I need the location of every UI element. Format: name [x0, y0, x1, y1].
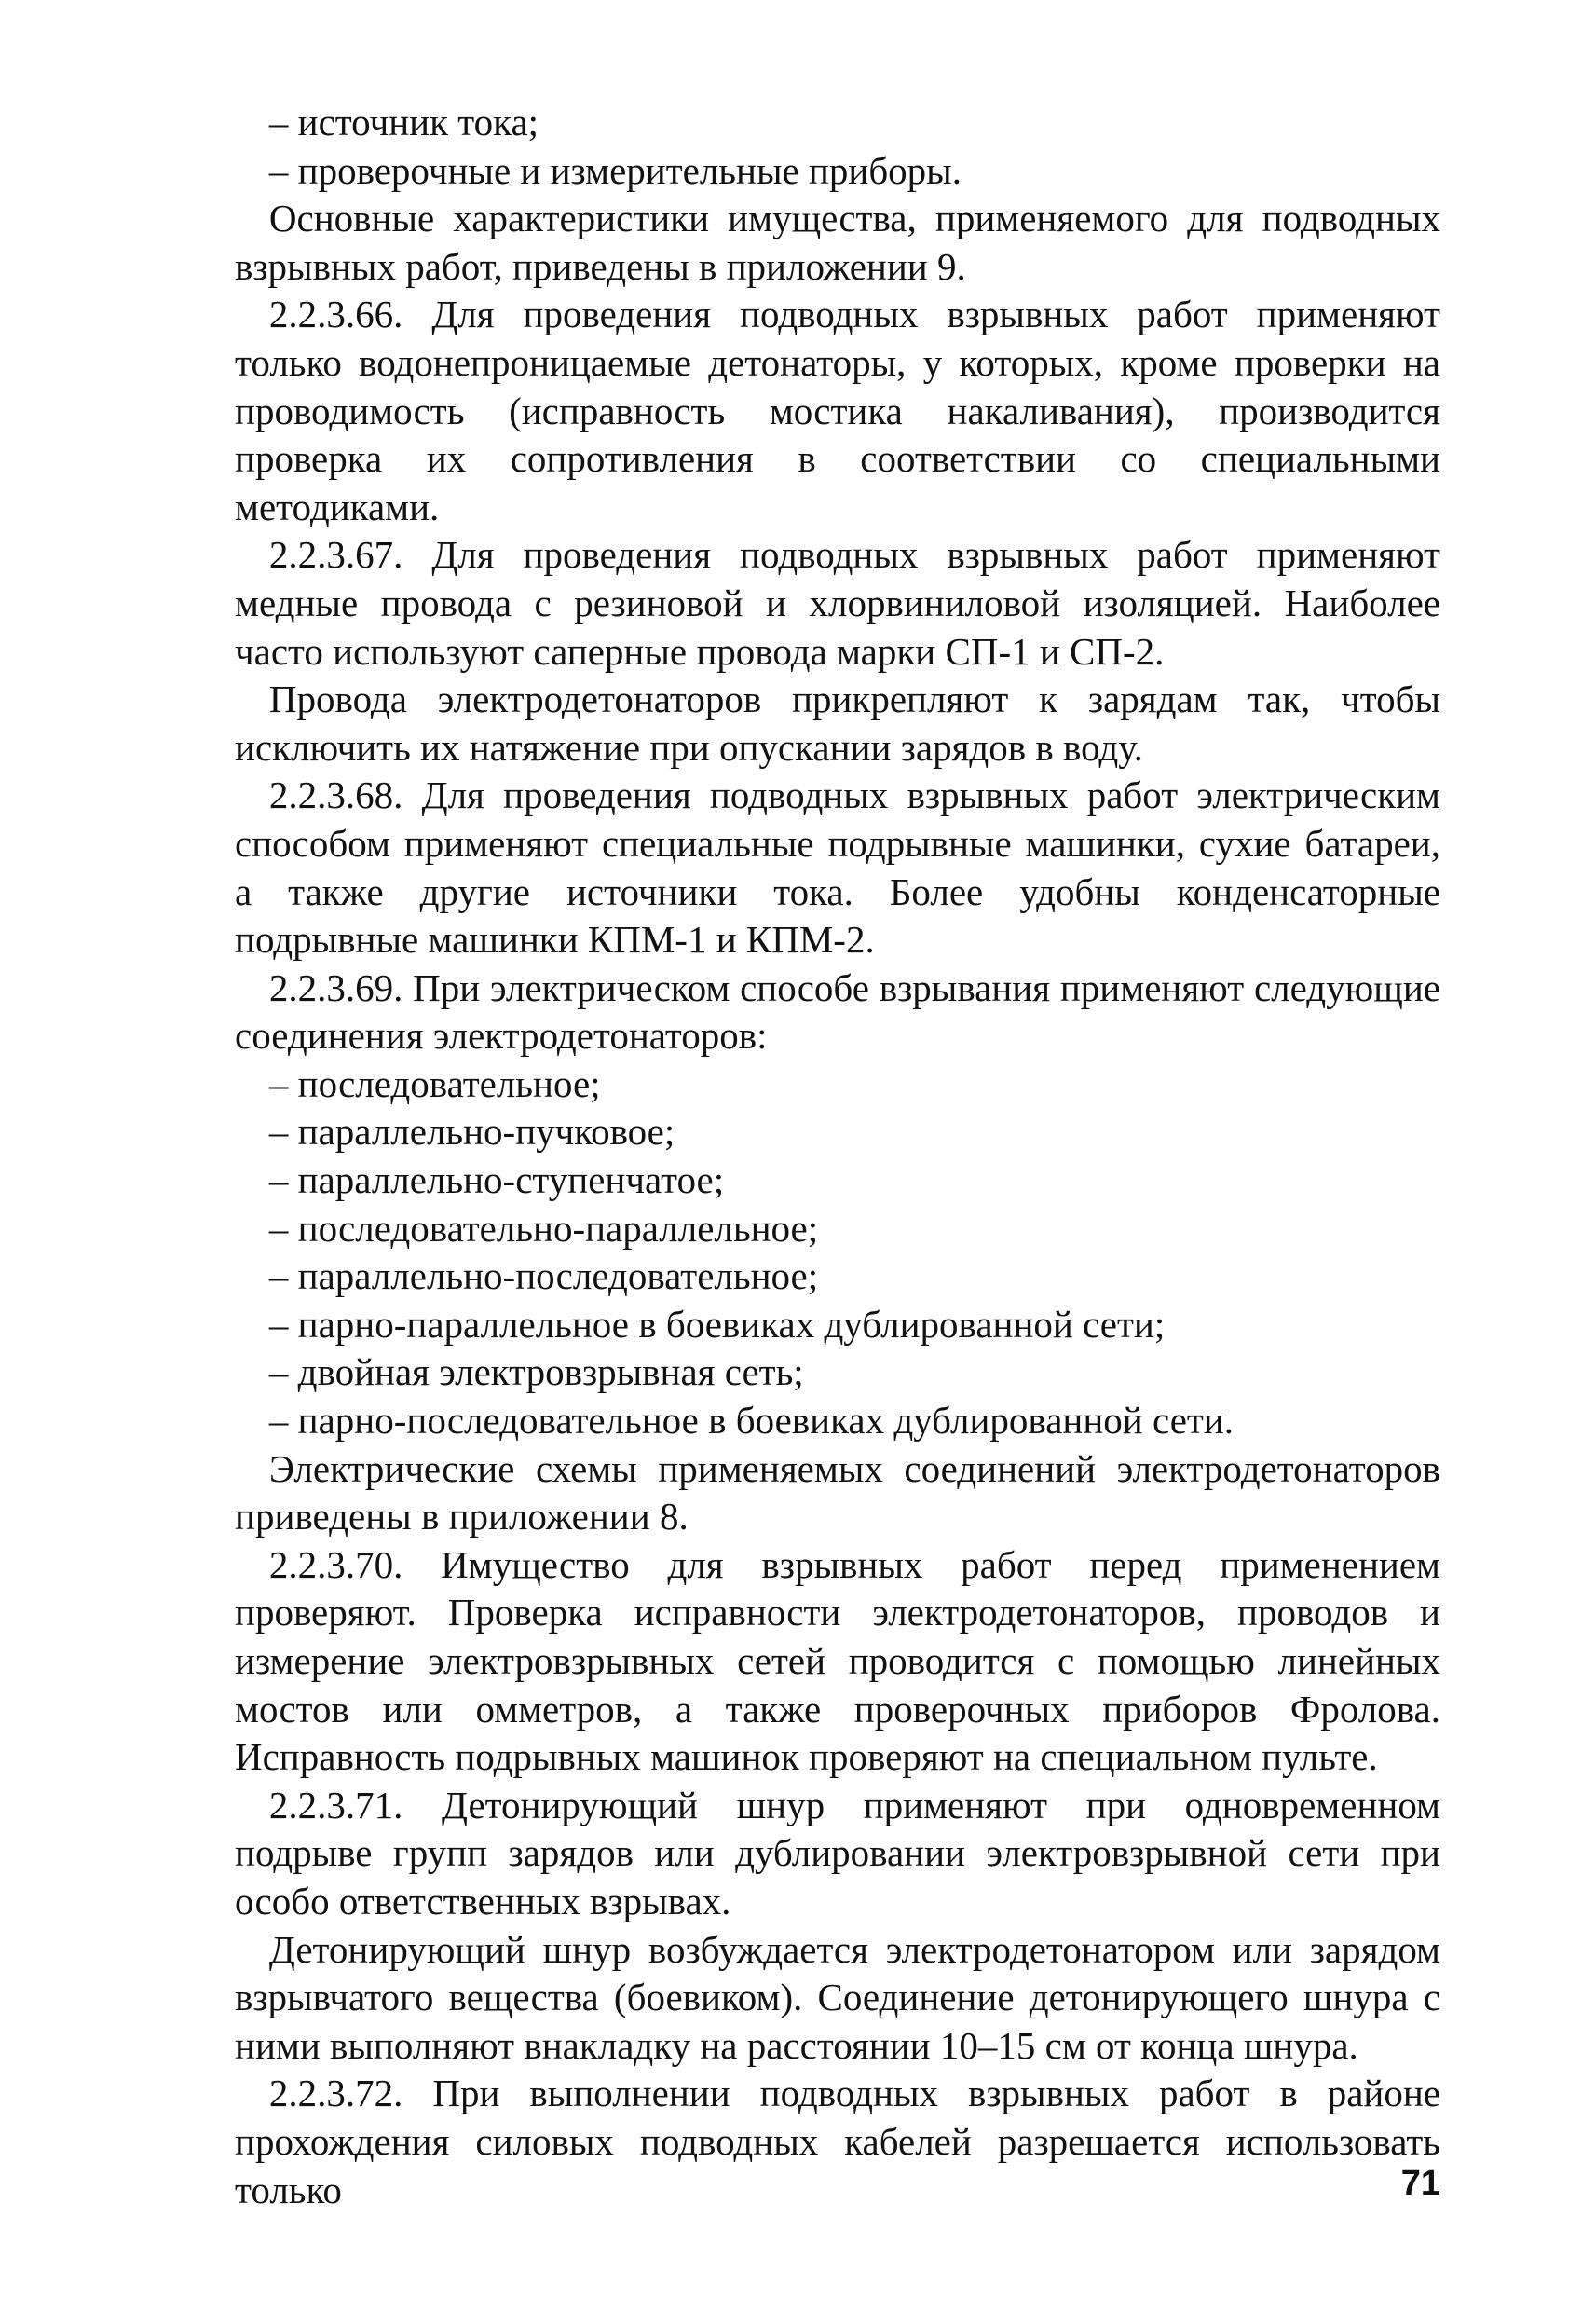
paragraph: 2.2.3.68. Для проведения подводных взрывных работ электрическим способом применяют специальные подрывные машинки, сухие батареи, а также другие источники тока. Более удобны конденсаторные подрывные машинки КПМ-1 и КПМ-2. [235, 773, 1440, 962]
paragraph: 2.2.3.67. Для проведения подводных взрывных работ применяют медные провода с резиновой и хлорвиниловой изоляцией. Наиболее часто используют саперные провода марки СП-1 и СП-2. [235, 533, 1440, 673]
list-item: – парно-параллельное в боевиках дублированной сети; [268, 1302, 1166, 1346]
list-item: – источник тока; [268, 101, 539, 144]
paragraph: Провода электродетонаторов прикрепляют к зарядам так, чтобы исключить их натяжение при опускании зарядов в воду. [235, 677, 1440, 769]
list-item: – параллельно-пучковое; [268, 1110, 675, 1154]
paragraph: Основные характеристики имущества, применяемого для подводных взрывных работ, приведены в приложении 9. [235, 197, 1440, 288]
paragraph: 2.2.3.72. При выполнении подводных взрывных работ в районе прохождения силовых подводных кабелей разрешается использовать только [235, 2072, 1440, 2211]
list-item: – последовательно-параллельное; [268, 1206, 819, 1250]
list-item: – последовательное; [268, 1061, 601, 1105]
list-item: – параллельно-последовательное; [268, 1254, 819, 1298]
paragraph: 2.2.3.71. Детонирующий шнур применяют при одновременном подрыве групп зарядов или дублировании электровзрывной сети при особо ответственных взрывах. [235, 1783, 1440, 1922]
list-item: – проверочные и измерительные приборы. [268, 148, 962, 192]
list-item: – двойная электровзрывная сеть; [268, 1350, 804, 1394]
paragraph: 2.2.3.70. Имущество для взрывных работ перед применением проверяют. Проверка исправности электродетонаторов, проводов и измерение электровзрывных сетей проводится с помощью линейных мостов или омметров, а также проверочных приборов Фролова. Исправность подрывных машинок проверяют на специальном пульте. [235, 1542, 1440, 1779]
body-text [235, 99, 1440, 2214]
list-item: – парно-последовательное в боевиках дублированной сети. [268, 1399, 1235, 1443]
page-number: 71 [1400, 2164, 1440, 2203]
paragraph: Электрические схемы применяемых соединений электродетонаторов приведены в приложении 8. [235, 1446, 1440, 1539]
list-item: – параллельно-ступенчатое; [268, 1158, 725, 1202]
paragraph: 2.2.3.66. Для проведения подводных взрывных работ применяют только водонепроницаемые детонаторы, у которых, кроме проверки на проводимость (исправность мостика накаливания), производится проверка их сопротивления в соответствии со специальными методиками. [235, 293, 1440, 528]
paragraph: 2.2.3.69. При электрическом способе взрывания применяют следующие соединения электродетонаторов: [235, 965, 1440, 1058]
paragraph: Детонирующий шнур возбуждается электродетонатором или зарядом взрывчатого вещества (боевиком). Соединение детонирующего шнура с ними выполняют внакладку на расстоянии 10–15 см от конца шнура. [235, 1927, 1440, 2067]
